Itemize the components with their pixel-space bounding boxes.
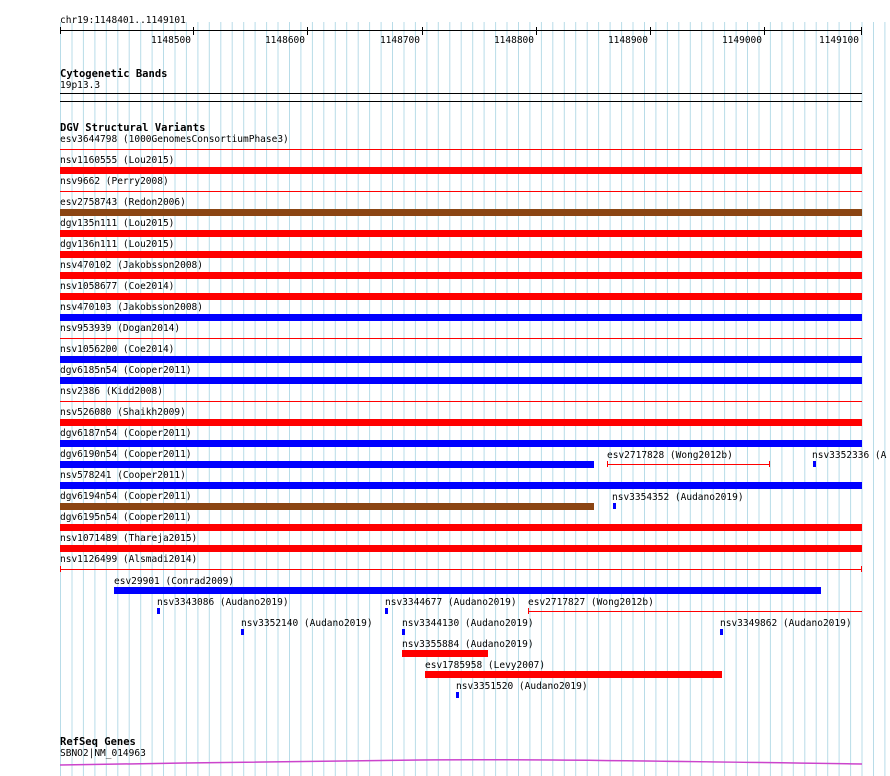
variant-label: dgv6190n54 (Cooper2011) [60, 449, 192, 460]
ruler-tick [193, 27, 194, 35]
variant-label: nsv3344130 (Audano2019) [402, 618, 534, 629]
ruler-tick-label: 1148600 [264, 35, 305, 46]
variant-bar[interactable] [60, 209, 862, 216]
gene-model[interactable] [60, 758, 862, 768]
variant-label: esv1785958 (Levy2007) [425, 660, 546, 671]
variant-bar[interactable] [60, 482, 862, 489]
variant-label: esv2717827 (Wong2012b) [528, 597, 654, 608]
ruler-tick-label: 1148700 [379, 35, 420, 46]
variant-bar[interactable] [60, 461, 594, 468]
variant-label: nsv1056200 (Coe2014) [60, 344, 175, 355]
ruler-tick [861, 27, 862, 35]
variant-label: nsv3355884 (Audano2019) [402, 639, 534, 650]
variant-bar[interactable] [425, 671, 722, 678]
variant-bar[interactable] [60, 503, 594, 510]
variant-tick[interactable] [241, 629, 244, 635]
variant-bar-thin[interactable] [528, 611, 862, 612]
variant-tick[interactable] [613, 503, 616, 509]
ruler-tick-label: 1148900 [607, 35, 648, 46]
refseq-track-title: RefSeq Genes [60, 736, 136, 748]
variant-label: nsv526080 (Shaikh2009) [60, 407, 186, 418]
locus-label: chr19:1148401..1149101 [60, 15, 186, 26]
variant-bar[interactable] [60, 419, 862, 426]
variant-label: nsv1160555 (Lou2015) [60, 155, 175, 166]
variant-tick[interactable] [456, 692, 459, 698]
variant-label: dgv135n111 (Lou2015) [60, 218, 175, 229]
variant-label: dgv6187n54 (Cooper2011) [60, 428, 192, 439]
variant-label: nsv1058677 (Coe2014) [60, 281, 175, 292]
variant-bar[interactable] [60, 524, 862, 531]
ruler-axis [60, 30, 862, 31]
variant-label: esv29901 (Conrad2009) [114, 576, 235, 587]
variant-cap [861, 566, 862, 572]
ruler-tick [536, 27, 537, 35]
variant-label: nsv3343086 (Audano2019) [157, 597, 289, 608]
variant-bar[interactable] [114, 587, 821, 594]
variant-label: dgv136n111 (Lou2015) [60, 239, 175, 250]
variant-label: nsv470103 (Jakobsson2008) [60, 302, 203, 313]
ruler-tick [764, 27, 765, 35]
cytobands-track-title: Cytogenetic Bands [60, 68, 168, 80]
variant-tick[interactable] [385, 608, 388, 614]
variant-label: nsv3354352 (Audano2019) [612, 492, 744, 503]
variant-bar-thin[interactable] [60, 569, 862, 570]
variant-label: nsv578241 (Cooper2011) [60, 470, 186, 481]
ruler-tick-label: 1148800 [493, 35, 534, 46]
variant-label: esv2717828 (Wong2012b) [607, 450, 733, 461]
ruler-left-cap [60, 27, 61, 34]
variant-label: esv2758743 (Redon2006) [60, 197, 186, 208]
ruler-tick [422, 27, 423, 35]
variant-bar[interactable] [60, 314, 862, 321]
variant-bar[interactable] [60, 440, 862, 447]
variant-bar-thin[interactable] [60, 149, 862, 150]
variant-bar[interactable] [402, 650, 488, 657]
variant-cap [60, 566, 61, 572]
variant-label: nsv9662 (Perry2008) [60, 176, 169, 187]
variant-cap [607, 461, 608, 467]
variant-label: dgv6194n54 (Cooper2011) [60, 491, 192, 502]
variant-label: nsv3351520 (Audano2019) [456, 681, 588, 692]
track-divider [60, 101, 862, 102]
variant-label: nsv3352336 (A [812, 450, 887, 461]
variant-label: dgv6185n54 (Cooper2011) [60, 365, 192, 376]
variant-cap [769, 461, 770, 467]
variant-label: nsv1071489 (Thareja2015) [60, 533, 198, 544]
variant-label: nsv3344677 (Audano2019) [385, 597, 517, 608]
variant-cap [528, 608, 529, 614]
variant-bar[interactable] [60, 230, 862, 237]
variant-bar-thin[interactable] [60, 338, 862, 339]
variant-tick[interactable] [720, 629, 723, 635]
variant-bar-thin[interactable] [60, 401, 862, 402]
variant-label: nsv3352140 (Audano2019) [241, 618, 373, 629]
variant-bar[interactable] [60, 272, 862, 279]
variant-bar[interactable] [60, 356, 862, 363]
variant-bar-thin[interactable] [60, 191, 862, 192]
variant-bar[interactable] [60, 251, 862, 258]
variant-bar-thin[interactable] [607, 464, 770, 465]
variant-label: nsv470102 (Jakobsson2008) [60, 260, 203, 271]
ruler-tick [307, 27, 308, 35]
variant-label: dgv6195n54 (Cooper2011) [60, 512, 192, 523]
variant-bar[interactable] [60, 377, 862, 384]
variant-label: nsv2386 (Kidd2008) [60, 386, 163, 397]
cytoband-ideogram [60, 93, 862, 94]
variant-tick[interactable] [402, 629, 405, 635]
variant-bar[interactable] [60, 293, 862, 300]
ruler-tick-label: 1149000 [721, 35, 762, 46]
gene-label: SBNO2|NM_014963 [60, 748, 146, 759]
ruler-tick [650, 27, 651, 35]
variant-bar[interactable] [60, 167, 862, 174]
variant-label: nsv3349862 (Audano2019) [720, 618, 852, 629]
variant-bar[interactable] [60, 545, 862, 552]
variant-label: nsv1126499 (Alsmadi2014) [60, 554, 198, 565]
variant-label: esv3644798 (1000GenomesConsortiumPhase3) [60, 134, 289, 145]
variant-label: nsv953939 (Dogan2014) [60, 323, 181, 334]
dgv-track-title: DGV Structural Variants [60, 122, 206, 134]
ruler-tick-label: 1148500 [150, 35, 191, 46]
cytoband-label: 19p13.3 [60, 80, 101, 91]
variant-tick[interactable] [813, 461, 816, 467]
ruler-tick-label: 1149100 [818, 35, 859, 46]
variant-tick[interactable] [157, 608, 160, 614]
